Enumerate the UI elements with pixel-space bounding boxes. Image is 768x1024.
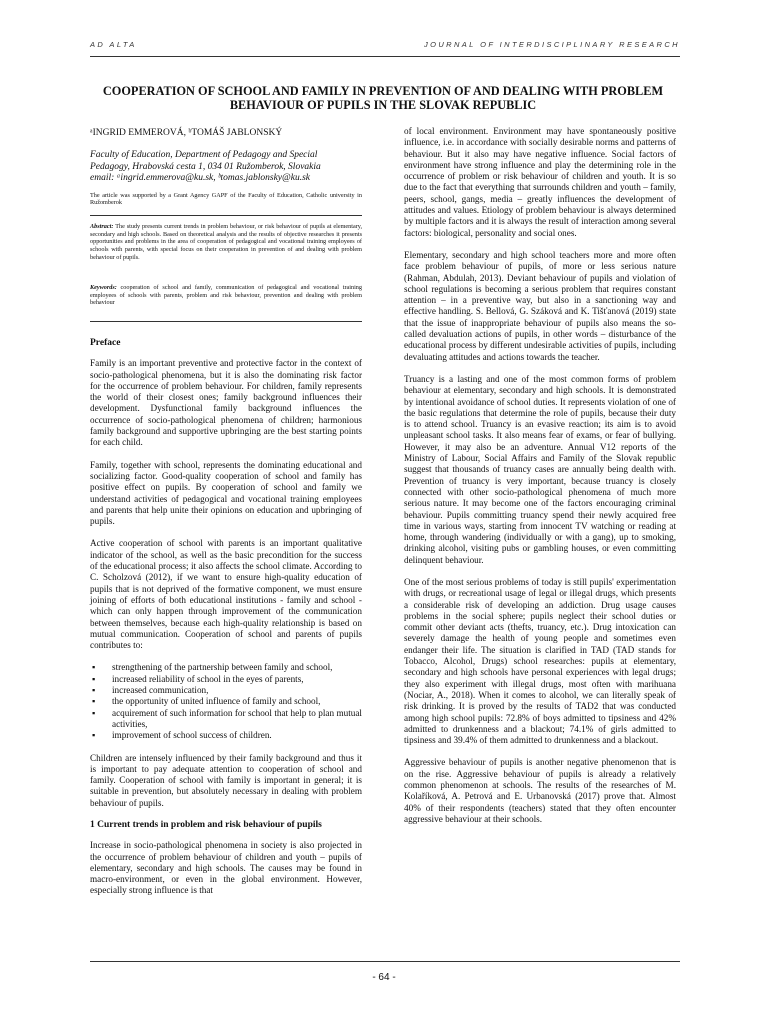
bullet-icon: ▪ — [92, 662, 96, 673]
grant-note: The article was supported by a Grant Agency GAPF of the Faculty of Education, Catholic university in Ružomberok — [90, 192, 362, 207]
left-column — [90, 338, 362, 908]
affiliation-line-2: Pedagogy, Hrabovská cesta 1, 034 01 Ružomberok, Slovakia — [90, 161, 321, 172]
paragraph: Aggressive behaviour of pupils is another negative phenomenon that is on the rise. Aggressive behaviour of pupils is already a relatively common phenomenon at schools. The results of the researches of M. Kolaříková, A. Petrová and E. Urbanovská (2017) prove that. Almost 40% of their respondents (teachers) stated that they often encounter aggressive behaviour at their schools. — [404, 757, 676, 824]
list-item-text: the opportunity of united influence of family and school, — [112, 696, 321, 707]
abstract-top-divider — [90, 215, 362, 216]
page-number: - 64 - — [372, 972, 396, 983]
abstract-text: The study presents current trends in problem behaviour, or risk behaviour of pupils at elementary, secondary and high schools. Based on theoretical analysis and the results of objective researches it presents opportunities and problems in the area of cooperation of pedagogical and vocational training employees of schools with parents, with special focus on their cooperation in prevention of and dealing with problem behaviour of pupils. — [90, 223, 362, 261]
paragraph: Truancy is a lasting and one of the most common forms of problem behaviour at elementary, secondary and high schools. It is demonstrated by intentional avoidance of school duties. It represents violation of one of the basic regulations that determine the role of pupils, because their duty is to attend school. Truancy is an evasive reaction; its aim is to avoid unpleasant school tasks. It also means fear of exams, or fear of bullying. However, it may also be an adventure. Annual V12 reports of the Ministry of Labour, Social Affairs and Family of the Slovak republic suggest that thousands of truancy cases are annually being dealth with. Prevention of truancy is very important, because truancy is closely connected with other socio-pathological phenomena of much more serious nature. It may become one of the factors encouraging criminal behaviour. Pupils committing truancy spend their newly acquired free time in various ways, starting from innocent TV watching or reading at home, through wandering (individually or with a gang), up to smoking, drinking alcohol, visiting pubs or gambling houses, or even committing delinquent behaviour. — [404, 373, 676, 565]
list-item — [92, 673, 362, 685]
journal-full-name: JOURNAL OF INTERDISCIPLINARY RESEARCH — [423, 40, 680, 49]
affiliation — [90, 150, 362, 185]
journal-short-name: AD ALTA — [90, 40, 137, 49]
paragraph: Family is an important preventive and protective factor in the context of socio-pathological phenomena, but it is also the dominating risk factor for the occurrence of problem behaviour. For children, family represents the world of their closest ones; family background influences their development. Dysfunctional family background influences the occurrence of socio-pathological phenomena of children; harmonious family background and supportive upbringing are the best starting points for each child. — [90, 358, 362, 448]
contribution-list — [90, 662, 362, 741]
paragraph: of local environment. Environment may have spontaneously positive influence, i.e. in accordance with socially desirable norms and patterns of behaviour. But it also may have negative influence. Social factors of environment have strong influence and play the determining role in the occurrence of problem or risk behaviour of children and youth. It is so due to the fact that everything that surrounds children and youth – family, peers, school, gangs, media – greatly influences the development of attitudes and values. Etiology of problem behaviour is always determined by multiple factors and it is always the result of interaction among several factors: biological, personality and social ones. — [404, 126, 676, 238]
bullet-icon: ▪ — [92, 730, 96, 741]
paragraph: Active cooperation of school with parents is an important qualitative indicator of the school, as well as the basic precondition for the success of the educational process; it also affects the school climate. According to C. Scholzová (2012), if we want to ensure high-quality education of pupils that is not deprived of the formative component, we must ensure joining of efforts of both educational institutions - family and school - which can only happen through improvement of the communication between themselves, because each high-quality relationship is based on mutual communication. Cooperation of school and parents of pupils contributes to: — [90, 538, 362, 651]
list-item — [92, 685, 362, 696]
paragraph: Increase in socio-pathological phenomena in society is also projected in the occurrence of problem behaviour of children and youth – pupils of elementary, secondary and high schools. The causes may be found in macro-environment, or even in the global environment. However, especially strong influence is that — [90, 840, 362, 896]
affiliation-email: email: ᵃingrid.emmerova@ku.sk, ᵇtomas.jablonsky@ku.sk — [90, 173, 311, 183]
header-divider — [90, 56, 680, 57]
bullet-icon: ▪ — [92, 696, 96, 707]
keywords — [90, 284, 362, 307]
list-item — [92, 662, 362, 673]
list-item-text: improvement of school success of children. — [112, 730, 272, 741]
paragraph: Family, together with school, represents the dominating educational and socializing factor. Good-quality cooperation of school and family has positive effect on pupils. By cooperation of school and family we understand activities of pedagogical and vocational training employees and parents that help unite their opinions on education and upbringing of pupils. — [90, 459, 362, 527]
list-item — [92, 707, 362, 731]
list-item-text: increased reliability of school in the eyes of parents, — [112, 673, 304, 684]
list-item-text: increased communication, — [112, 685, 209, 696]
right-column — [404, 126, 676, 836]
list-item-text: acquirement of such information for school that help to plan mutual activities, — [112, 707, 362, 729]
footer-divider — [90, 961, 680, 962]
list-item — [92, 696, 362, 707]
abstract-bottom-divider — [90, 321, 362, 322]
preface-heading: Preface — [90, 338, 121, 348]
bullet-icon: ▪ — [92, 707, 96, 718]
bullet-icon: ▪ — [92, 673, 96, 684]
authors: ᵃINGRID EMMEROVÁ, ᵇTOMÁŠ JABLONSKÝ — [90, 128, 283, 138]
section-1-heading: 1 Current trends in problem and risk behaviour of pupils — [90, 819, 322, 830]
paragraph: Elementary, secondary and high school teachers more and more often face problem behaviour of pupils, of more or less serious nature (Rahman, Abdulah, 2013). Deviant behaviour of pupils and violation of school regulations is becoming a serious problem that requires constant attention – in a preventive way, but also in a sanctioning way and effective handling. S. Bellová, G. Száková and K. Tišťanová (2019) state that the issue of inappropriate behaviour of pupils also means the so-called devaluation actions of pupils, in other words – disturbance of the educational process by different undesirable activities of pupils, including devaluating attitudes and actions towards the teacher. — [404, 249, 676, 362]
paper-title: COOPERATION OF SCHOOL AND FAMILY IN PREVENTION OF AND DEALING WITH PROBLEM BEHAVIOUR OF PUPILS IN THE SLOVAK REPUBLIC — [102, 84, 664, 112]
abstract-label: Abstract: — [90, 223, 114, 230]
affiliation-line-1: Faculty of Education, Department of Pedagogy and Special — [90, 150, 318, 160]
paragraph: Children are intensely influenced by their family background and thus it is important to pay adequate attention to cooperation of school and family. Cooperation of school with family is important in general; it is suitable in prevention, but absolutely necessary in dealing with problem behaviour of pupils. — [90, 752, 362, 808]
keywords-label: Keywords: — [90, 284, 117, 291]
list-item — [92, 730, 362, 741]
list-item-text: strengthening of the partnership between family and school, — [112, 662, 333, 673]
abstract — [90, 223, 362, 262]
paragraph: One of the most serious problems of today is still pupils' experimentation with drugs, or recreational usage of legal or illegal drugs, which presents a considerable risk of developing an addiction. Drug usage causes problems in the social sphere; pupils neglect their school duties or commit other deviant acts (thefts, truancy, etc.). Drug intoxication can severely damage the health of young people and sometimes even endanger their life. The situation is clarified in TAD (TAD stands for Tobacco, Alcohol, Drugs) school researches: pupils at elementary, secondary and high schools have personal experiences with legal drugs; they also experiment with illegal drugs, most often with marihuana (Nociar, A., 2018). When it comes to alcohol, we can literally speak of risk drinking. It is proved by the results of TAD2 that was conducted among high school pupils: 72.8% of boys admitted to tipsiness and 42% admitted to drunkenness and a blackout; 74.1% of girls admitted to tipsiness and 39.4% of them admitted to drunkenness and a blackout. — [404, 576, 676, 746]
bullet-icon: ▪ — [92, 685, 96, 696]
keywords-text: cooperation of school and family, communication of pedagogical and vocational training employees of schools with parents, problem and risk behaviour, prevention and dealing with problem behaviour — [90, 284, 362, 307]
